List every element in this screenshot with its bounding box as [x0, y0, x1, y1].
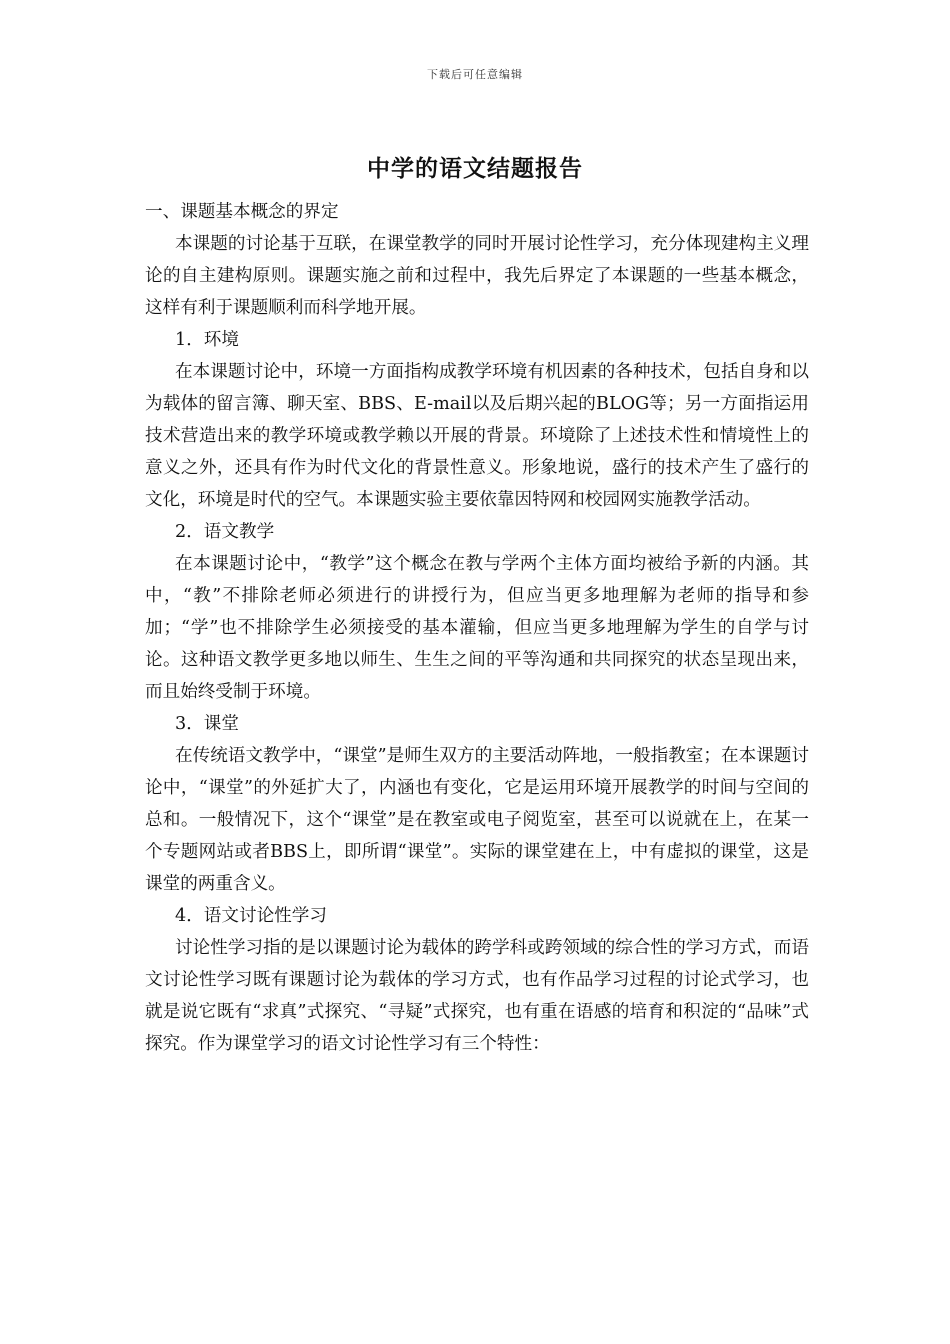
document-title: 中学的语文结题报告	[367, 156, 583, 182]
header-note: 下载后可任意编辑	[427, 68, 523, 81]
item-heading-chinese-teaching: 2．语文教学	[175, 522, 275, 542]
item-paragraph-environment: 在本课题讨论中，环境一方面指构成教学环境有机因素的各种技术，包括自身和以为载体的留言簿、聊天室、BBS、E-mail以及后期兴起的BLOG等；另一方面指运用技术营造出来的教学环境或教学赖以开展的背景。环境除了上述技术性和情境性上的意义之外，还具有作为时代文化的背景性意义。形象地说，盛行的技术产生了盛行的文化，环境是时代的空气。本课题实验主要依靠因特网和校园网实施教学活动。	[145, 362, 809, 510]
item-paragraph-classroom: 在传统语文教学中，“课堂”是师生双方的主要活动阵地，一般指教室；在本课题讨论中，“课堂”的外延扩大了，内涵也有变化，它是运用环境开展教学的时间与空间的总和。一般情况下，这个“课堂”是在教室或电子阅览室，甚至可以说就在上，在某一个专题网站或者BBS上，即所谓“课堂”。实际的课堂建在上，中有虚拟的课堂，这是课堂的两重含义。	[145, 746, 809, 894]
item-heading-classroom: 3．课堂	[175, 714, 239, 734]
section-heading: 一、课题基本概念的界定	[145, 202, 339, 222]
document-body	[145, 196, 809, 1060]
item-paragraph-discussion-learning: 讨论性学习指的是以课题讨论为载体的跨学科或跨领域的综合性的学习方式，而语文讨论性学习既有课题讨论为载体的学习方式，也有作品学习过程的讨论式学习，也就是说它既有“求真”式探究、“寻疑”式探究，也有重在语感的培育和积淀的“品味”式探究。作为课堂学习的语文讨论性学习有三个特性：	[145, 938, 809, 1054]
item-heading-environment: 1．环境	[175, 330, 239, 350]
section-intro-paragraph: 本课题的讨论基于互联，在课堂教学的同时开展讨论性学习，充分体现建构主义理论的自主建构原则。课题实施之前和过程中，我先后界定了本课题的一些基本概念，这样有利于课题顺利而科学地开展。	[145, 234, 809, 318]
item-heading-discussion-learning: 4．语文讨论性学习	[175, 906, 327, 926]
item-paragraph-chinese-teaching: 在本课题讨论中，“教学”这个概念在教与学两个主体方面均被给予新的内涵。其中，“教”不排除老师必须进行的讲授行为，但应当更多地理解为老师的指导和参加；“学”也不排除学生必须接受的基本灌输，但应当更多地理解为学生的自学与讨论。这种语文教学更多地以师生、生生之间的平等沟通和共同探究的状态呈现出来，而且始终受制于环境。	[145, 554, 809, 702]
